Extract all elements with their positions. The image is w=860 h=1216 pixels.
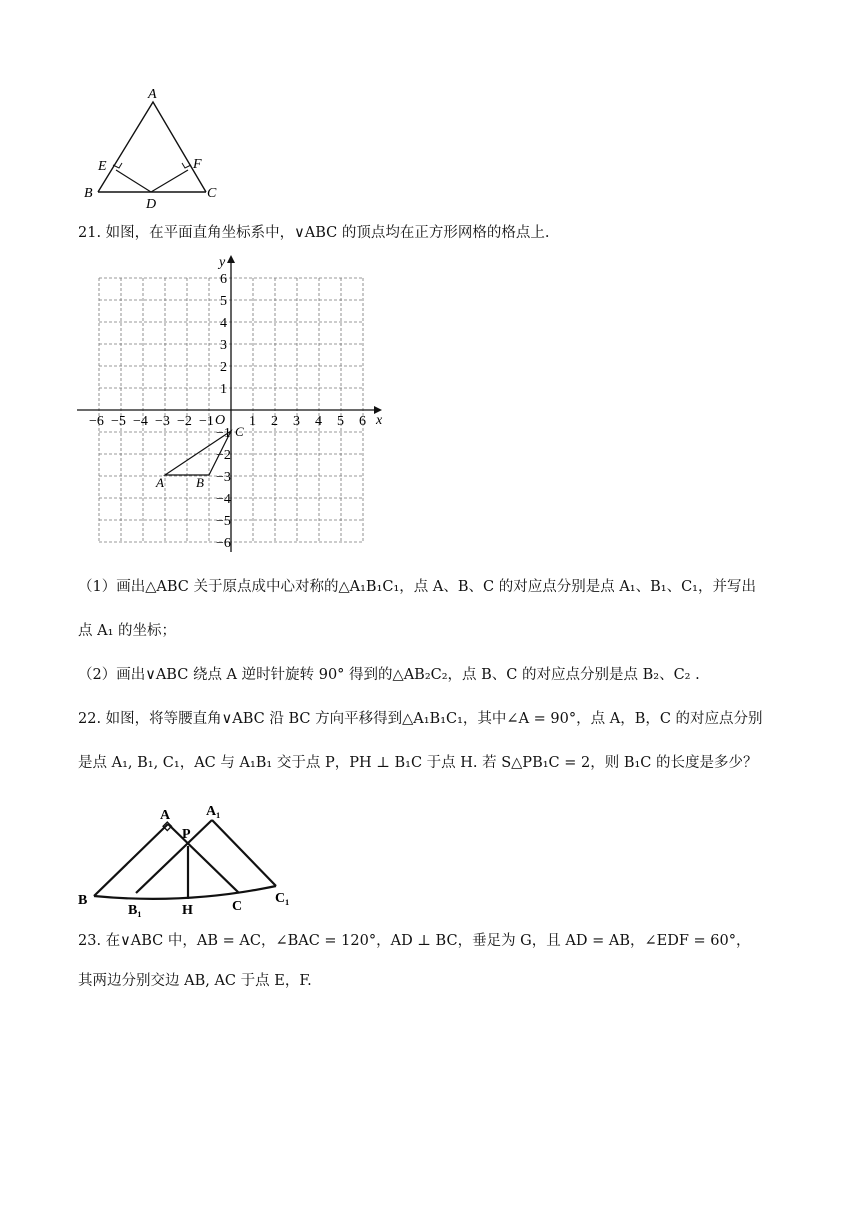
x-tick-label: 6 (359, 414, 366, 429)
q23-line2: 其两边分别交边 AB, AC 于点 E，F. (78, 973, 312, 989)
label-b: B (84, 186, 93, 201)
figure-triangle-abc (78, 82, 228, 212)
x-tick-label: −5 (111, 414, 126, 429)
x-tick-label: −1 (199, 414, 214, 429)
y-tick-label: 4 (220, 316, 227, 331)
label-f: F (193, 157, 202, 172)
fig22-label-p: P (182, 827, 191, 842)
x-tick-label: 1 (249, 414, 256, 429)
fig22-label-c: C (232, 899, 243, 914)
y-tick-label: 1 (220, 382, 227, 397)
q21-part1-line2: 点 A₁ 的坐标； (78, 623, 177, 639)
x-tick-label: 5 (337, 414, 344, 429)
y-tick-label: −2 (216, 448, 231, 463)
point-b-label: B (196, 475, 204, 490)
label-a: A (148, 87, 157, 102)
x-tick-label: 2 (271, 414, 278, 429)
fig22-label-a1: A₁ (206, 804, 221, 819)
q22-line2: 是点 A₁, B₁, C₁，AC 与 A₁B₁ 交于点 P，PH ⊥ B₁C 于点 H. 若 S△PB₁C = 2，则 B₁C 的长度是多少？ (78, 755, 758, 771)
origin-label: O (215, 413, 226, 428)
y-tick-label: 2 (220, 360, 227, 375)
x-tick-label: −3 (155, 414, 170, 429)
fig22-label-b1: B₁ (128, 903, 142, 918)
q21-stem: 21. 如图，在平面直角坐标系中，∨ABC 的顶点均在正方形网格的格点上. (78, 225, 550, 241)
y-tick-label: −5 (216, 514, 231, 529)
x-tick-label: 3 (293, 414, 300, 429)
point-c-label: C (235, 424, 244, 439)
q22-line1: 22. 如图，将等腰直角∨ABC 沿 BC 方向平移得到△A₁B₁C₁，其中∠A = 90°，点 A，B，C 的对应点分别 (78, 711, 763, 727)
y-tick-label: −4 (216, 492, 231, 507)
y-tick-label: 5 (220, 294, 227, 309)
y-tick-label: 6 (220, 272, 227, 287)
x-tick-label: 4 (315, 414, 322, 429)
figure-translated-triangles (76, 800, 306, 920)
x-tick-label: −4 (133, 414, 148, 429)
q23-line1: 23. 在∨ABC 中，AB = AC，∠BAC = 120°，AD ⊥ BC，垂足为 G，且 AD = AB，∠EDF = 60°， (78, 933, 751, 949)
y-tick-label: −3 (216, 470, 231, 485)
q21-part1-line1: （1）画出△ABC 关于原点成中心对称的△A₁B₁C₁，点 A、B、C 的对应点分别是点 A₁、B₁、C₁，并写出 (78, 579, 756, 595)
q21-part2: （2）画出∨ABC 绕点 A 逆时针旋转 90° 得到的△AB₂C₂，点 B、C 的对应点分别是点 B₂、C₂ . (78, 667, 700, 683)
y-tick-label: −6 (216, 536, 231, 551)
fig22-label-a: A (160, 808, 171, 823)
point-a-label: A (156, 475, 164, 490)
axis-x-label: x (376, 413, 383, 428)
y-tick-label: −1 (216, 426, 231, 441)
label-c: C (207, 186, 217, 201)
coordinate-grid (72, 250, 392, 565)
x-tick-label: −6 (89, 414, 104, 429)
label-d: D (146, 197, 157, 212)
fig22-label-b: B (78, 893, 88, 908)
fig22-label-h: H (182, 903, 193, 918)
axis-y-label: y (219, 255, 226, 270)
label-e: E (98, 159, 107, 174)
fig22-label-c1: C₁ (275, 891, 290, 906)
x-tick-label: −2 (177, 414, 192, 429)
y-tick-label: 3 (220, 338, 227, 353)
